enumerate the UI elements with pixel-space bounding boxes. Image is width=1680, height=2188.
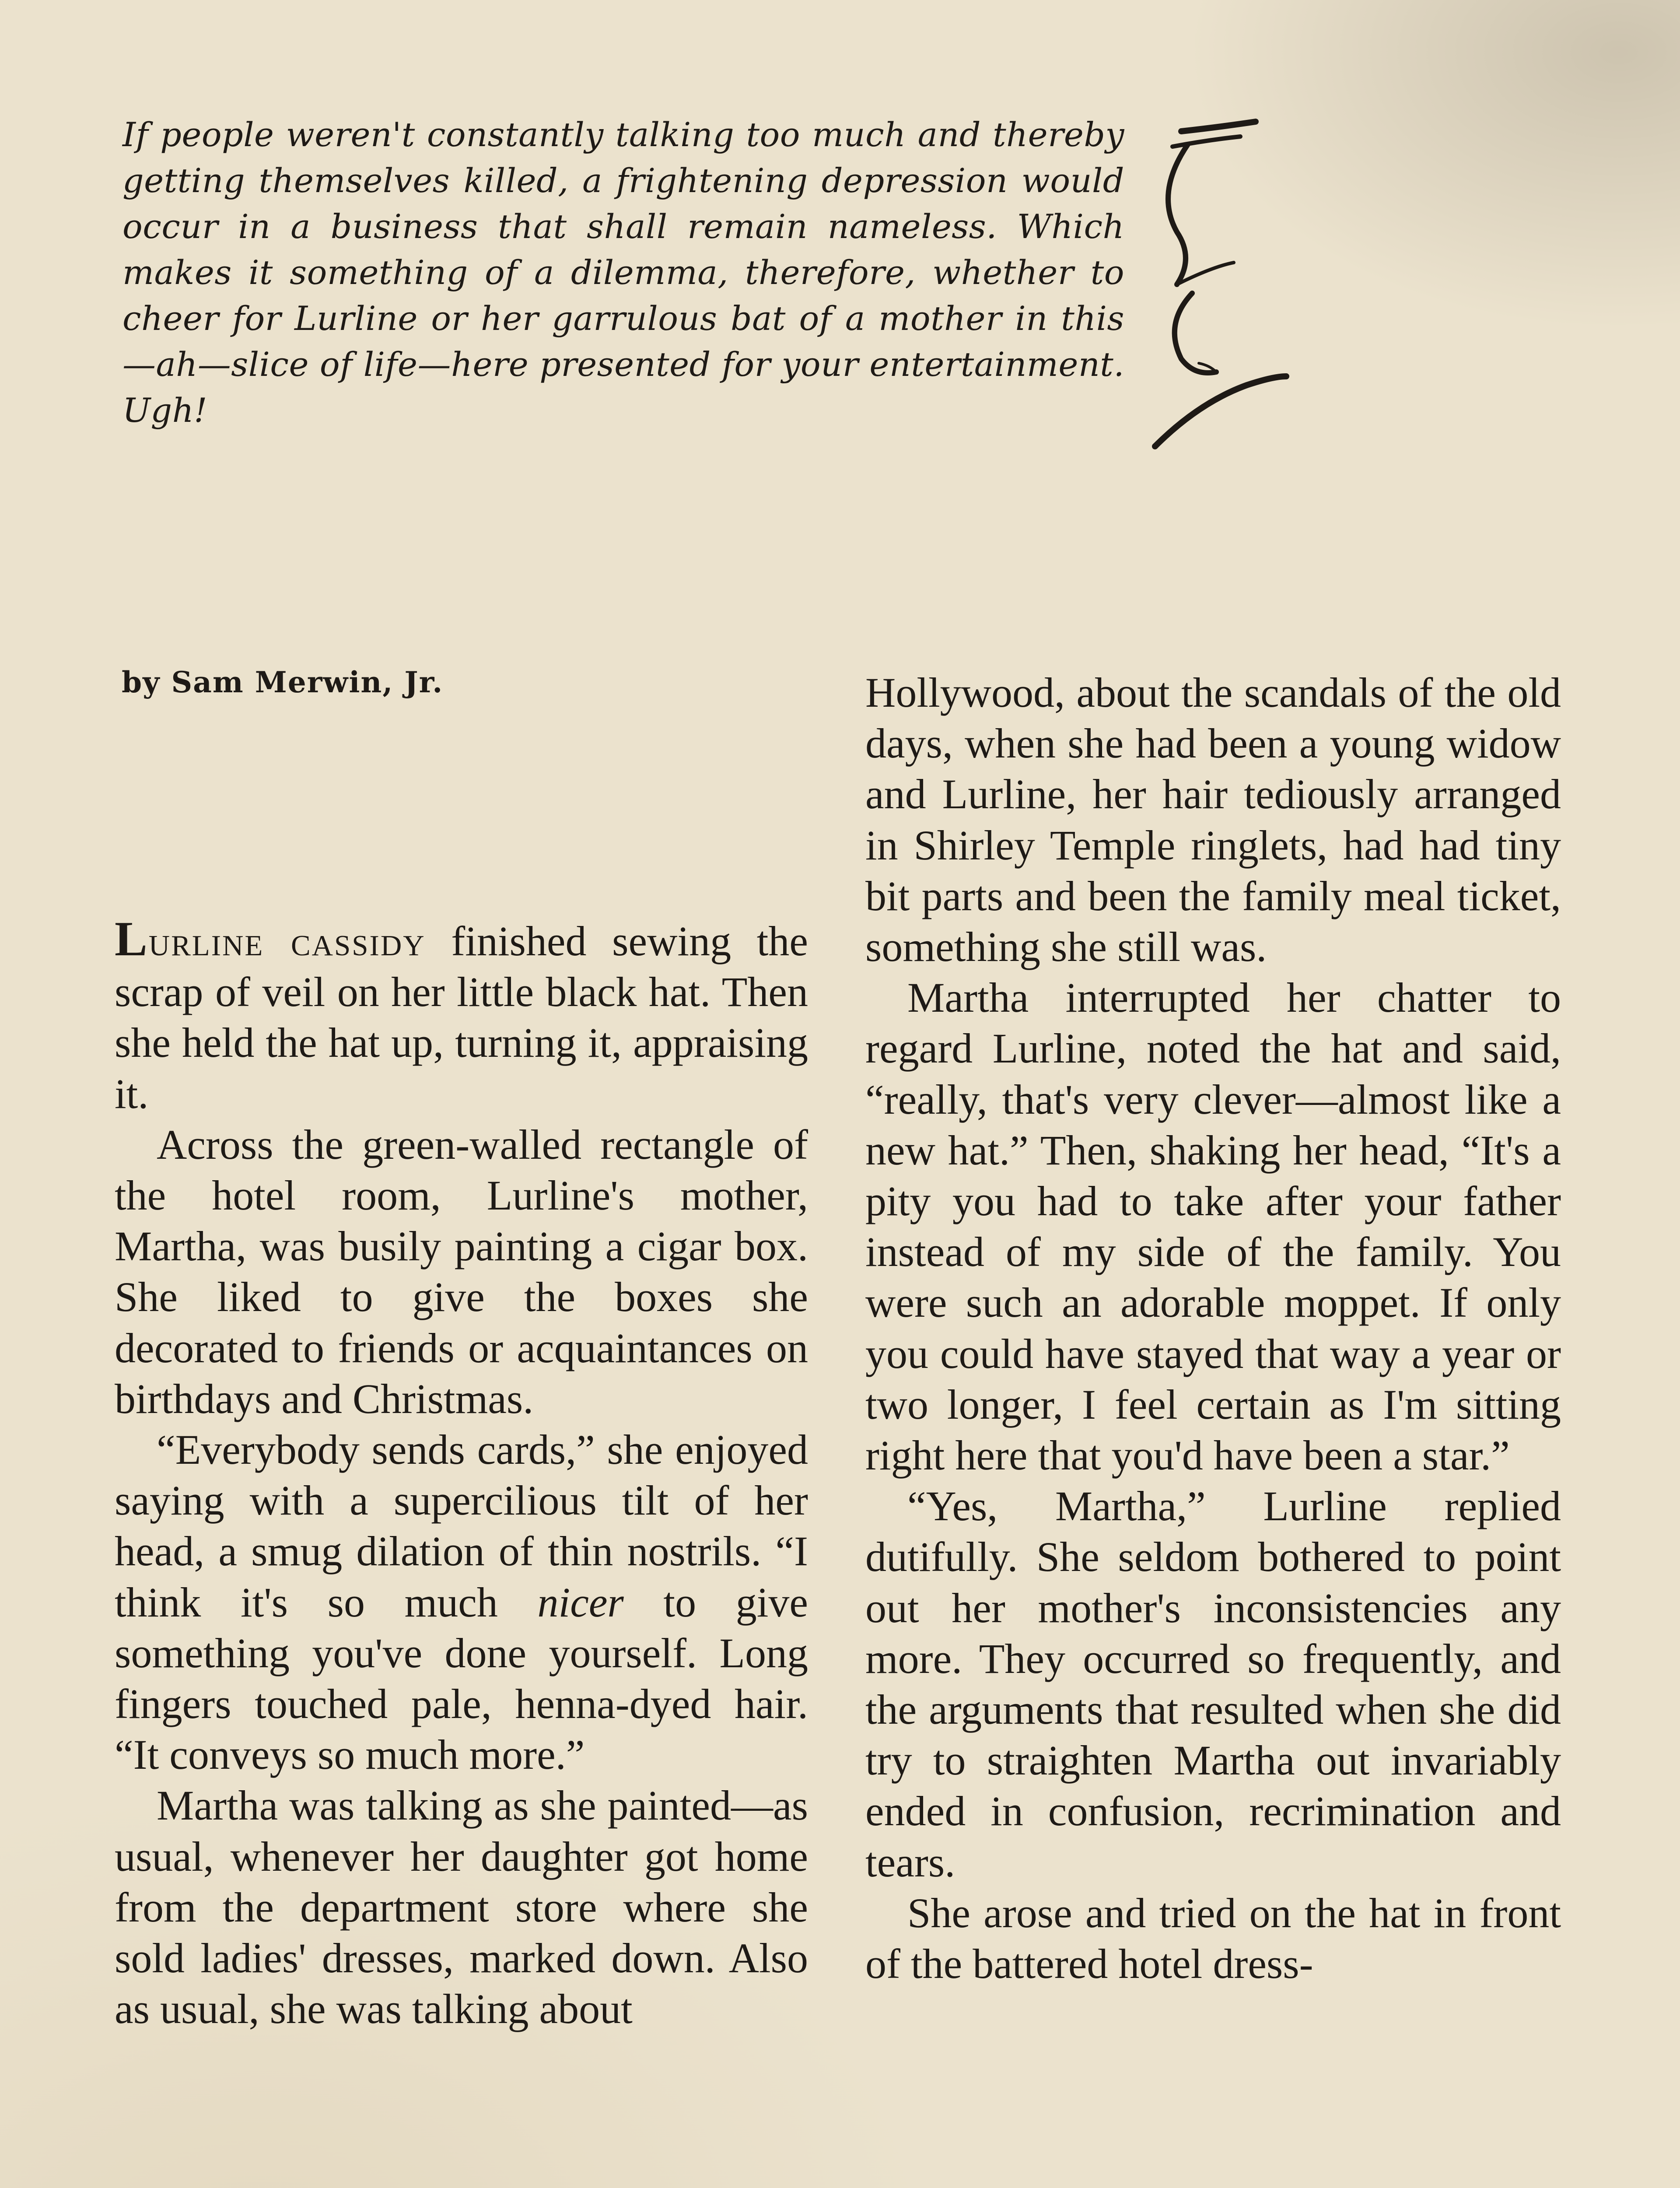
- intro-blurb: If people weren't constantly talking too much and thereby getting themselves killed, a frightening depression would occur in a business that shall remain nameless. Which makes it something of a dilemma, therefore, whether to cheer for Lurline or her garrulous bat of a mother in this—ah—slice of life—here presented for your entertainment. Ugh!: [122, 115, 1124, 430]
- paragraph-text: “Everybody sends cards,” she enjoyed saying with a supercilious tilt of her head, a smug dilation of thin nostrils. “I think it's so much: [115, 1426, 808, 1626]
- opening-name: urline cassidy: [148, 918, 426, 964]
- paragraph-text: to give something you've done yourself. Long fingers touched pale, henna-dyed hair. “It conveys so much more.”: [115, 1578, 808, 1778]
- author-byline: by Sam Merwin, Jr.: [122, 665, 444, 699]
- story-column-right: [865, 667, 1561, 1989]
- opening-text: finished sewing the scrap of veil on her little black hat. Then she held the hat up, turning it, appraising it.: [115, 918, 808, 1117]
- story-paragraph: [115, 1424, 808, 1780]
- decorative-flourish-icon: [1146, 114, 1352, 464]
- story-paragraph: She arose and tried on the hat in front of the battered hotel dress-: [865, 1889, 1561, 1988]
- story-paragraph: “Yes, Martha,” Lurline replied dutifully. She seldom bothered to point out her mother's inconsistencies any more. They occurred so frequently, and the arguments that resulted when she did try to straighten Martha out invariably ended in confusion, recrimination and tears.: [865, 1483, 1561, 1886]
- drop-cap-letter: L: [115, 912, 149, 966]
- emphasized-word: nicer: [537, 1578, 624, 1626]
- story-paragraph: Martha was talking as she painted—as usual, whenever her daughter got home from the department store where she sold ladies' dresses, marked down. Also as usual, she was talking about: [115, 1782, 808, 2033]
- story-paragraph: Across the green-walled rectangle of the hotel room, Lurline's mother, Martha, was busily painting a cigar box. She liked to give the boxes she decorated to friends or acquaintances on birthdays and Christmas.: [115, 1121, 808, 1422]
- story-column-left: [115, 914, 808, 2034]
- story-paragraph: [115, 914, 808, 1119]
- opening-small-caps: [115, 912, 426, 966]
- story-paragraph-continued: Hollywood, about the scandals of the old days, when she had been a young widow and Lurline, her hair tediously arranged in Shirley Temple ringlets, had had tiny bit parts and been the family meal ticket, something she still was.: [865, 669, 1561, 971]
- story-paragraph: Martha interrupted her chatter to regard Lurline, noted the hat and said, “really, that's very clever—almost like a new hat.” Then, shaking her head, “It's a pity you had to take after your father instead of my side of the family. You were such an adorable moppet. If only you could have stayed that way a year or two longer, I feel certain as I'm sitting right here that you'd have been a star.”: [865, 974, 1561, 1479]
